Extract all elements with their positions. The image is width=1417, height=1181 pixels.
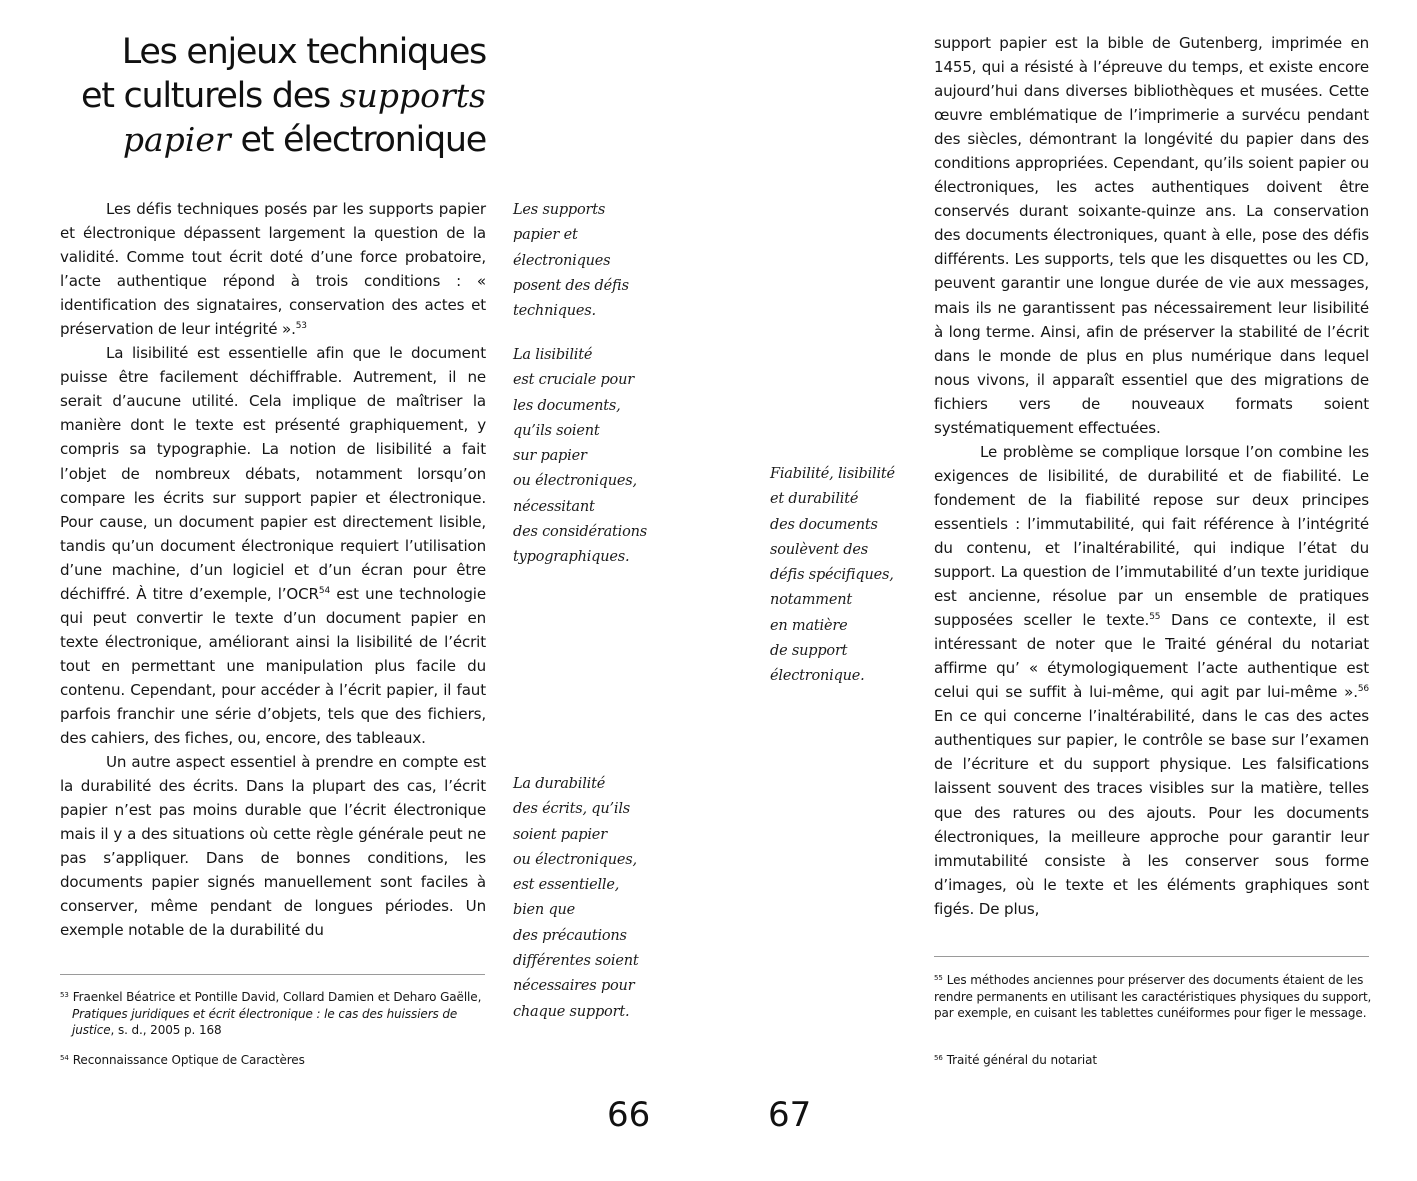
page-number-right: 67 [768,1095,812,1135]
paragraph: Un autre aspect essentiel à prendre en compte est la durabilité des écrits. Dans la plupart des cas, l’écrit papier n’est pas moins durable que l’écrit électronique mais il y a des situations où cette règle générale peut ne pas s’appliquer. Dans de bonnes conditions, les documents papier signés manuellement sont faciles à conserver, même pendant de longues périodes. Un exemple notable de la durabilité du [60,753,486,940]
margin-note-durabilite: La durabilité des écrits, qu’ils soient papier ou électroniques, est essentielle, bien que des précautions différentes soient nécessaires pour chaque support. [513,776,639,1020]
left-page [0,0,708,1181]
footnote-53: $^{53}$ Fraenkel Béatrice et Pontille David, Collard Damien et Deharo Gaëlle, Pratiques juridiques et écrit électronique : le cas des huissiers de justice, s. d., 2005 p. 168 [60,990,482,1038]
paragraph: support papier est la bible de Gutenberg, imprimée en 1455, qui a résisté à l’épreuve du temps, et existe encore aujourd’hui dans diverses bibliothèques et musées. Cette œuvre emblématique de l’imprimerie a survécu pendant des siècles, démontrant la longévité du papier dans des conditions appropriées. Cependant, qu’ils soient papier ou électroniques, les actes authentiques doivent être conservés durant soixante-quinze ans. La conservation des documents électroniques, quant à elle, pose des défis différents. Les supports, tels que les disquettes ou les CD, peuvent garantir une longue durée de vie aux messages, mais ils ne garantissent pas nécessairement leur lisibilité à long terme. Ainsi, afin de préserver la stabilité de l’écrit dans le monde de plus en plus numérique dans lequel nous vivons, il apparaît essentiel que des migrations de fichiers vers de nouveaux formats soient systématiquement effectuées. [934,34,1369,437]
title-line-3: et électronique [230,120,486,160]
footnote-ref-56[interactable]: 56 [1357,684,1369,695]
chapter-title [40,30,486,162]
footnote-divider [60,974,485,975]
margin-note-lisibilite: La lisibilité est cruciale pour les documents, qu’ils soient sur papier ou électroniques, nécessitant des considérations typographiques. [513,347,647,566]
left-body-text [60,197,486,942]
footnote-number: 56 [934,1054,943,1062]
footnote-work-title: Pratiques juridiques et écrit électronique : le cas des huissiers de justice [72,1006,458,1038]
title-script-word-papier: papier [122,120,231,159]
paragraph: La lisibilité est essentielle afin que le document puisse être facilement déchiffrable. Autrement, il ne serait d’aucune utilité. Cela implique de maîtriser la manière dont le texte est présenté graphiquement, y compris sa typographie. La notion de lisibilité a fait l’objet de nombreux débats, notamment lorsqu’on compare les écrits sur support papier et électronique. Pour cause, un document papier est directement lisible, tandis qu’un document électronique requiert l’utilisation d’une machine, d’un logiciel et d’un écran pour être déchiffré. À titre d’exemple, l’OCR$^{54}$ est une technologie qui peut convertir le texte d’un document papier en texte électronique, améliorant ainsi la lisibilité de l’écrit tout en permettant une manipulation plus facile du contenu. Cependant, pour accéder à l’écrit papier, il faut parfois franchir une série d’objets, tels que des fichiers, des cahiers, des fiches, ou, encore, des tableaux. [60,344,486,748]
title-line-1: Les enjeux techniques [121,32,486,72]
footnote-divider [934,956,1369,957]
paragraph: Le problème se complique lorsque l’on combine les exigences de lisibilité, de durabilité et de fiabilité. Le fondement de la fiabilité repose sur deux principes essentiels : l’immutabilité, qui fait référence à l’intégrité du contenu, et l’inaltérabilité, qui indique l’état du support. La question de l’immutabilité d’un texte juridique est ancienne, résolue par un ensemble de pratiques supposées sceller le texte.$^{55}$ Dans ce contexte, il est intéressant de noter que le Traité général du notariat affirme qu’ « étymologiquement l’acte authentique est celui qui se suffit à lui-même, qui agit par lui-même ».$^{56}$ En ce qui concerne l’inaltérabilité, dans le cas des actes authentiques sur papier, le contrôle se base sur l’examen de l’écriture et du support physique. Les falsifications laissent souvent des traces visibles sur la matière, telles que des ratures ou des ajouts. Pour les documents électroniques, la meilleure approche pour garantir leur immutabilité consiste à les conserver sous forme d’images, où le texte et les éléments graphiques sont figés. De plus, [934,442,1369,918]
paragraph: Les défis techniques posés par les supports papier et électronique dépassent largement la question de la validité. Comme tout écrit doté d’une force probatoire, l’acte authentique répond à trois conditions : « identification des signataires, conservation des actes et préservation de leur intégrité ».$^{53}$ [60,200,486,339]
footnote-ref-55[interactable]: 55 [1149,612,1161,623]
right-page [708,0,1417,1181]
page-number-left: 66 [607,1095,651,1135]
footnote-number: 55 [934,974,943,982]
footnote-54: $^{54}$ Reconnaissance Optique de Caractères [60,1053,305,1067]
footnote-55: $^{55}$ Les méthodes anciennes pour préserver des documents étaient de les rendre permanents en utilisant les caractéristiques physiques du support, par exemple, en cuisant les tablettes cunéiformes pour figer le message. [934,973,1372,1021]
footnote-number: 54 [60,1054,69,1062]
title-script-word-supports: supports [339,76,486,115]
footnote-number: 53 [60,991,69,999]
title-line-2: et culturels des [81,76,340,116]
footnote-ref-53[interactable]: 53 [295,321,307,332]
footnote-ref-54[interactable]: 54 [318,585,331,596]
margin-note-fiabilite: Fiabilité, lisibilité et durabilité des documents soulèvent des défis spécifiques, notamment en matière de support électronique. [770,466,895,685]
footnote-56: $^{56}$ Traité général du notariat [934,1053,1098,1067]
right-body-text [934,31,1369,921]
margin-note-supports: Les supports papier et électroniques posent des défis techniques. [513,202,629,320]
